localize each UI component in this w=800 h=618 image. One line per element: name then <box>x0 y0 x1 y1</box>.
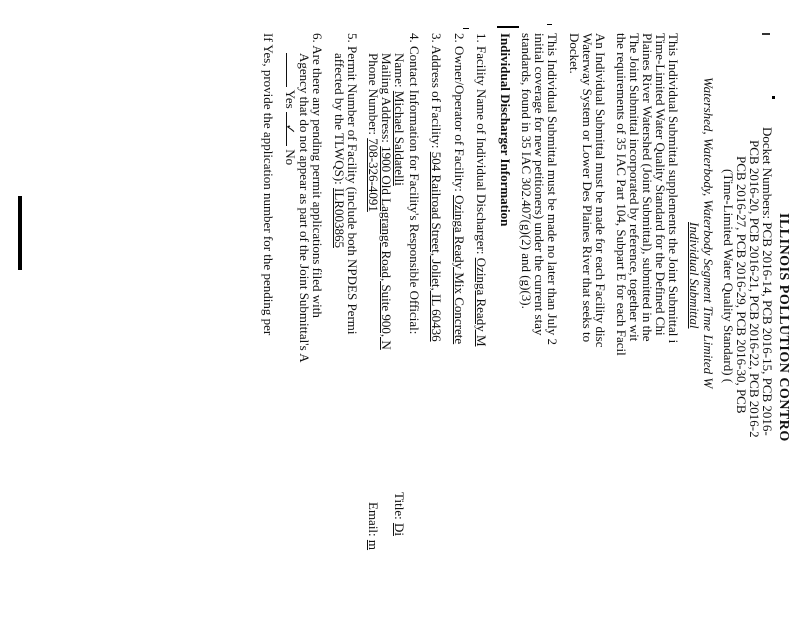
field-pending-question: 6. Are there any pending permit applications filed with <box>310 33 325 318</box>
field-label: affected by the TLWQS): <box>332 53 347 185</box>
field-value: Michael Saldatelli <box>392 90 407 186</box>
checkmark-icon: ✓ <box>283 123 298 135</box>
section-heading: Individual Discharger Information <box>498 33 513 227</box>
no-blank <box>283 112 298 146</box>
field-facility-address <box>429 33 444 342</box>
document-title: ILLINOIS POLLUTION CONTRO <box>776 213 791 442</box>
field-label: Title: <box>392 492 407 520</box>
field-email <box>366 502 381 550</box>
field-value: 708-326-4091 <box>366 138 381 212</box>
field-label: 2. Owner/Operator of Facility: <box>452 33 467 192</box>
field-phone-number <box>366 53 381 212</box>
yes-label: Yes <box>283 89 298 109</box>
paragraph-line: Plaines River Watershed (Joint Submittal), submitted in the <box>640 33 655 342</box>
paragraph-line: the requirements of 35 IAC Part 104, Subpart E for each Facil <box>614 33 629 356</box>
field-pending-question-cont: Agency that do not appear as part of the Joint Submittal's A <box>297 53 312 363</box>
docket-line-2: PCB 2016-20, PCB 2016-21, PCB 2016-22, PCB 2016-2 <box>747 140 762 438</box>
field-mailing-address <box>379 53 394 350</box>
field-contact-name <box>392 53 407 186</box>
no-label: No <box>283 149 298 166</box>
field-permit-heading: 5. Permit Number of Facility (include both NPDES Permi <box>345 33 360 335</box>
field-pending-followup: If Yes, provide the application number for the pending per <box>261 33 276 336</box>
paragraph-line: The Joint Submittal incorporated by reference, together wit <box>627 33 642 342</box>
field-value: 1900 Old Lagrange Road, Suite 900, N <box>379 146 394 350</box>
field-label: Mailing Address: <box>379 53 394 143</box>
paragraph-line: This Individual Submittal supplements the Joint Submittal i <box>666 33 681 344</box>
field-facility-name <box>474 33 489 347</box>
docket-line-3: PCB 2016-27, PCB 2016-29, PCB 2016-30, PCB <box>734 156 749 414</box>
field-owner-operator <box>452 33 467 344</box>
field-contact-heading: 4. Contact Information for Facility's Responsible Official: <box>407 33 422 335</box>
field-value: m <box>366 539 381 551</box>
field-label: 3. Address of Facility: <box>429 33 444 149</box>
field-value: Ozinga Ready M <box>474 257 489 347</box>
paragraph-line: Docket. <box>567 33 582 74</box>
field-value: 504 Railroad Street, Joliet, IL 60436 <box>429 151 444 342</box>
field-value: ILR003865 <box>332 188 347 248</box>
subtitle-line-2: Individual Submittal <box>687 222 702 329</box>
field-pending-answer <box>283 53 298 165</box>
field-label: Email: <box>366 502 381 537</box>
paragraph-line: This Individual Submittal must be made no later than July 2 <box>545 33 560 345</box>
field-value: Ozinga Ready Mix Concrete <box>452 195 467 345</box>
paragraph-line: Time-Limited Water Quality Standard for the Defined Chi <box>653 33 668 336</box>
paragraph-line: Waterway System or Lower Des Plaines River that seeks to <box>580 33 595 343</box>
paragraph-line: initial coverage for new petitioners) under the current stay <box>532 33 547 336</box>
field-label: Name: <box>392 53 407 88</box>
field-label: 1. Facility Name of Individual Discharger: <box>474 33 489 255</box>
paragraph-line: standards, found in 35 IAC 302.407(g)(2) and (g)(3). <box>519 33 534 309</box>
paragraph-line: An Individual Submittal must be made for each Facility disc <box>593 33 608 348</box>
field-permit-number <box>332 53 347 248</box>
subtitle-line-1: Watershed, Waterbody, Waterbody Segment Time Limited W <box>701 77 716 389</box>
docket-line-4: (Time-Limited Water Quality Standard) ( <box>721 169 736 384</box>
field-label: Phone Number: <box>366 53 381 135</box>
docket-line-1: Docket Numbers: PCB 2016-14, PCB 2016-15, PCB 2016- <box>760 127 775 436</box>
field-value: Di <box>392 522 407 536</box>
yes-blank <box>286 53 298 87</box>
field-contact-title <box>392 492 407 536</box>
